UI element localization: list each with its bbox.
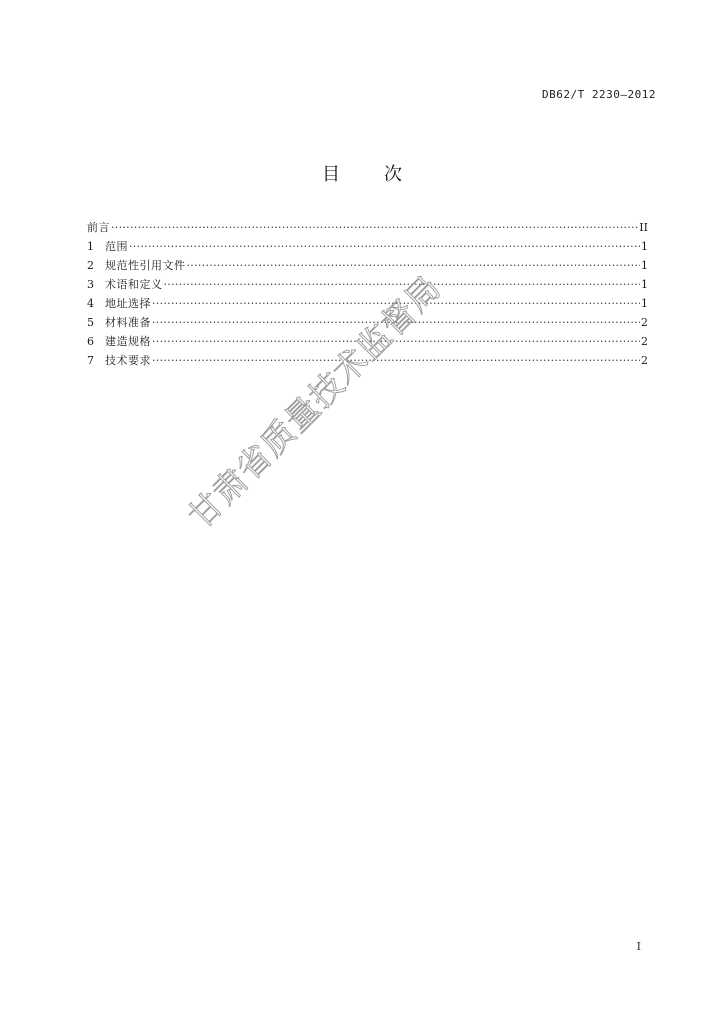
toc-entry-page: 2 xyxy=(641,316,648,329)
toc-entry-number: 1 xyxy=(87,240,94,253)
toc-entry-label: 范围 xyxy=(105,240,128,253)
toc-entry-page: 1 xyxy=(641,297,648,310)
toc-entry-foreword[interactable] xyxy=(87,219,648,238)
toc-entry-label: 材料准备 xyxy=(105,316,151,329)
toc-entry-scope[interactable] xyxy=(87,238,648,257)
toc-entry-number: 7 xyxy=(87,354,94,367)
toc-entry-number: 3 xyxy=(87,278,94,291)
toc-title xyxy=(0,160,724,186)
toc-entry-label: 地址选择 xyxy=(105,297,151,310)
toc-entry-page: 1 xyxy=(641,259,648,272)
toc-leader-dots xyxy=(152,354,640,367)
toc-entry-page: 1 xyxy=(641,240,648,253)
toc-entry-number: 5 xyxy=(87,316,94,329)
toc-leader-dots xyxy=(111,221,638,234)
toc-title-char-1: 目 xyxy=(322,164,340,185)
toc-entry-terms-definitions[interactable] xyxy=(87,276,648,295)
toc-entry-label: 建造规格 xyxy=(105,335,151,348)
toc-entry-number: 6 xyxy=(87,335,94,348)
page-number: I xyxy=(636,940,641,953)
toc-entry-number: 4 xyxy=(87,297,94,310)
toc-title-char-2: 次 xyxy=(384,164,402,185)
toc-entry-page: II xyxy=(639,221,648,234)
toc-entry-page: 2 xyxy=(641,354,648,367)
standard-code: DB62/T 2230—2012 xyxy=(542,88,656,101)
toc-entry-number: 2 xyxy=(87,259,94,272)
toc-entry-label: 术语和定义 xyxy=(105,278,163,291)
toc-entry-page: 1 xyxy=(641,278,648,291)
watermark: 甘肃省质量技术监督局 xyxy=(180,267,449,536)
toc-entry-label: 技术要求 xyxy=(105,354,151,367)
toc-entry-label: 规范性引用文件 xyxy=(105,259,186,272)
toc-leader-dots xyxy=(129,240,640,253)
toc-entry-label: 前言 xyxy=(87,221,110,234)
toc-entry-page: 2 xyxy=(641,335,648,348)
toc-entry-normative-references[interactable] xyxy=(87,257,648,276)
